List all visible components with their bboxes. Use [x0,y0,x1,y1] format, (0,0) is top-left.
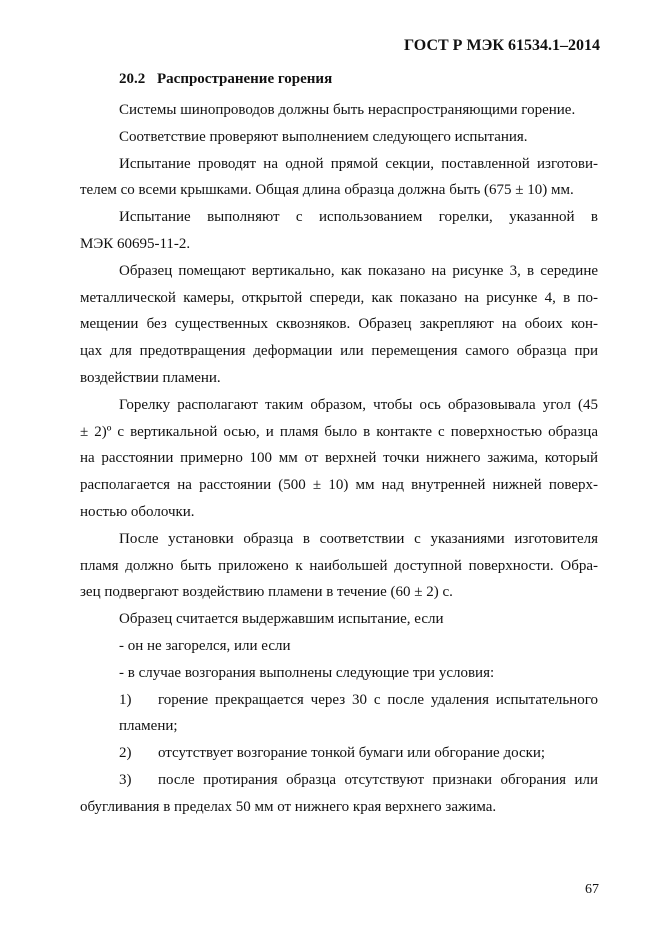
section-number: 20.2 [119,71,146,87]
list-item-text: горение прекращается через 30 с после удаления испытательного [158,691,598,708]
text-line: Испытание выполняют с использованием горелки, указанной в [119,209,598,226]
text-line: мещении без существенных сквозняков. Образец закрепляют на обоих кон- [80,316,598,333]
text-line: Образец считается выдержавшим испытание, если [119,611,444,628]
text-line: ± 2)º с вертикальной осью, и пламя было в контакте с поверхностью образца [80,423,598,440]
text-line: МЭК 60695-11-2. [80,235,191,252]
text-line: металлической камеры, открытой спереди, как показано на рисунке 4, в по- [80,289,598,306]
page-number: 67 [585,882,599,897]
list-item-number: 2) [119,745,132,762]
list-item-number: 3) [119,771,132,788]
text-line: воздействии пламени. [80,369,221,386]
text-line: цах для предотвращения деформации или перемещения самого образца при [80,343,598,360]
text-line: ностью оболочки. [80,503,195,520]
text-line: После установки образца в соответствии с указаниями изготовителя [119,530,598,547]
list-item [80,687,598,714]
list-item-continuation: пламени; [119,718,178,735]
text-line: Горелку располагают таким образом, чтобы ось образовывала угол (45 [119,396,598,413]
body-text [80,97,598,821]
list-item [80,767,598,794]
list-item-text: отсутствует возгорание тонкой бумаги или обгорание доски; [158,745,546,762]
text-line: - он не загорелся, или если [119,637,291,654]
text-line: - в случае возгорания выполнены следующие три условия: [119,664,495,681]
text-line: располагается на расстоянии (500 ± 10) мм над внутренней нижней поверх- [80,477,598,494]
text-line: на расстоянии примерно 100 мм от верхней точки нижнего зажима, который [80,450,598,467]
section-title: Распространение горения [157,71,333,87]
list-item-number: 1) [119,691,132,708]
text-line: пламя должно быть приложено к наибольшей доступной поверхности. Обра- [80,557,598,574]
list-item-text: после протирания образца отсутствуют признаки обгорания или [158,771,598,788]
list-item [80,740,598,767]
section-heading [119,71,332,88]
text-line: зец подвергают воздействию пламени в течение (60 ± 2) с. [80,584,453,601]
text-line: телем со всеми крышками. Общая длина образца должна быть (675 ± 10) мм. [80,182,574,199]
text-line: Соответствие проверяют выполнением следующего испытания. [119,128,528,145]
text-line: Испытание проводят на одной прямой секции, поставленной изготови- [119,155,598,172]
text-line: Образец помещают вертикально, как показано на рисунке 3, в середине [119,262,598,279]
list-item-continuation: обугливания в пределах 50 мм от нижнего края верхнего зажима. [80,798,497,815]
text-line: Системы шинопроводов должны быть нераспространяющими горение. [119,102,576,118]
document-header: ГОСТ Р МЭК 61534.1–2014 [404,37,600,54]
